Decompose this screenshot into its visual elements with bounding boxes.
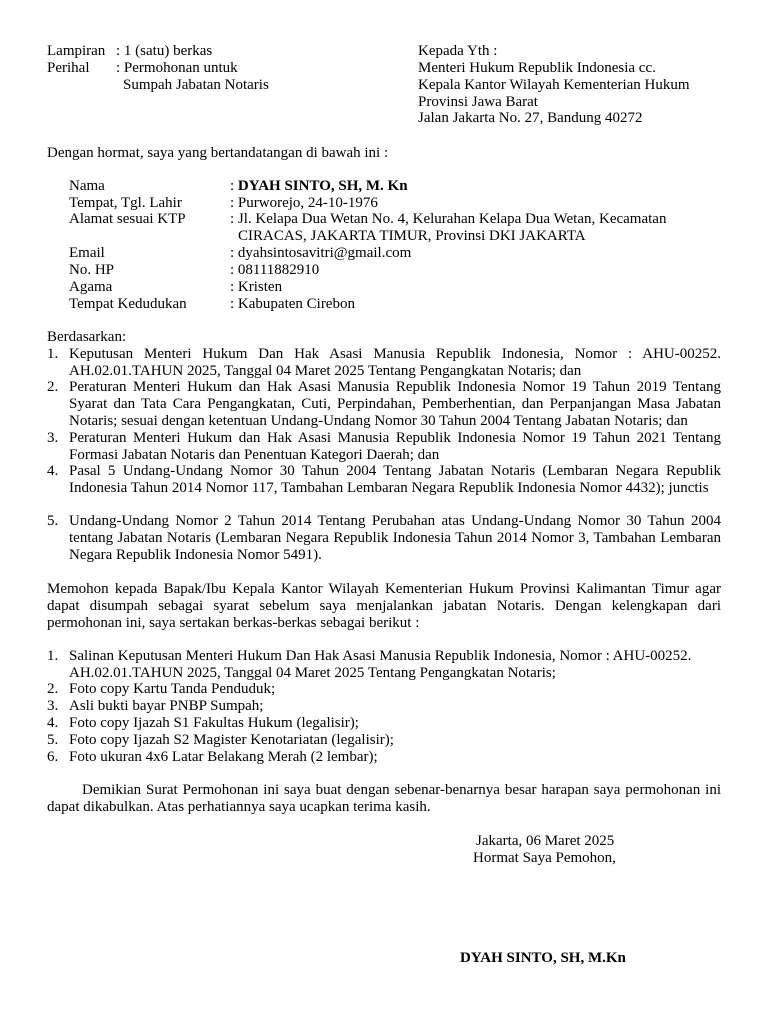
list-number: 1. bbox=[47, 346, 59, 362]
list-number: 2. bbox=[47, 379, 59, 395]
signature-name: DYAH SINTO, SH, M.Kn bbox=[460, 950, 626, 966]
perihal-value: : Permohonan untuk bbox=[116, 60, 238, 76]
perihal-label: Perihal bbox=[47, 60, 90, 76]
agama-value: : Kristen bbox=[230, 279, 283, 295]
kedudukan-value: : Kabupaten Cirebon bbox=[230, 296, 355, 312]
salutation: Dengan hormat, saya yang bertandatangan di bawah ini : bbox=[47, 145, 389, 161]
perihal-value-line2: Sumpah Jabatan Notaris bbox=[123, 77, 269, 93]
lampiran-label: Lampiran bbox=[47, 43, 106, 59]
basis-item bbox=[47, 430, 721, 464]
list-number: 2. bbox=[47, 681, 59, 697]
nama-value bbox=[230, 178, 408, 195]
attachment-item bbox=[47, 732, 721, 749]
list-number: 3. bbox=[47, 430, 59, 446]
nama-colon: : bbox=[230, 178, 238, 194]
recipient-line: Jalan Jakarta No. 27, Bandung 40272 bbox=[418, 110, 643, 126]
list-text: Peraturan Menteri Hukum dan Hak Asasi Manusia Republik Indonesia Nomor 19 Tahun 2021 Tentang Formasi Jabatan Notaris dan Penentuan Kategori Daerah; dan bbox=[69, 430, 721, 463]
list-number: 3. bbox=[47, 698, 59, 714]
request-paragraph: Memohon kepada Bapak/Ibu Kepala Kantor Wilayah Kementerian Hukum Provinsi Kalimantan Timur agar dapat disumpah sebagai syarat sebelum saya menjalankan jabatan Notaris. Dengan kelengkapan dari permohonan ini, saya sertakan berkas-berkas sebagai berikut : bbox=[47, 581, 721, 631]
ttl-value: : Purworejo, 24-10-1976 bbox=[230, 195, 378, 211]
agama-label: Agama bbox=[69, 279, 113, 295]
attachment-item bbox=[47, 749, 721, 766]
basis-item bbox=[47, 513, 721, 564]
attachment-item bbox=[47, 715, 721, 732]
recipient-line: Menteri Hukum Republik Indonesia cc. bbox=[418, 60, 656, 76]
list-text: Undang-Undang Nomor 2 Tahun 2014 Tentang Perubahan atas Undang-Undang Nomor 30 Tahun 2004 tentang Jabatan Notaris (Lembaran Negara Republik Indonesia Tahun 2014 Nomor 3, Tambahan Lembaran Negara Republik Indonesia Nomor 5491). bbox=[69, 513, 721, 563]
nama-label: Nama bbox=[69, 178, 105, 194]
list-number: 1. bbox=[47, 648, 59, 664]
list-text: Foto copy Kartu Tanda Penduduk; bbox=[69, 681, 276, 697]
attachment-item bbox=[47, 648, 721, 682]
lampiran-value: : 1 (satu) berkas bbox=[116, 43, 213, 59]
list-text-line2: AH.02.01.TAHUN 2025, Tanggal 04 Maret 2025 Tentang Pengangkatan Notaris; bbox=[69, 665, 556, 681]
signature-greeting: Hormat Saya Pemohon, bbox=[473, 850, 616, 866]
list-text: Foto ukuran 4x6 Latar Belakang Merah (2 lembar); bbox=[69, 749, 378, 765]
basis-item bbox=[47, 463, 721, 497]
recipient-line: Kepada Yth : bbox=[418, 43, 498, 59]
list-number: 5. bbox=[47, 732, 59, 748]
attachment-item bbox=[47, 681, 721, 698]
attachment-item bbox=[47, 698, 721, 715]
ttl-label: Tempat, Tgl. Lahir bbox=[69, 195, 182, 211]
list-text: Keputusan Menteri Hukum Dan Hak Asasi Manusia Republik Indonesia, Nomor : AHU-00252. AH.02.01.TAHUN 2025, Tanggal 04 Maret 2025 Tentang Pengangkatan Notaris; dan bbox=[69, 346, 721, 379]
closing-paragraph: Demikian Surat Permohonan ini saya buat dengan sebenar-benarnya besar harapan saya permohonan ini dapat dikabulkan. Atas perhatiannya saya ucapkan terima kasih. bbox=[47, 782, 721, 815]
nama-text: DYAH SINTO, SH, M. Kn bbox=[237, 178, 408, 194]
alamat-label: Alamat sesuai KTP bbox=[69, 211, 186, 227]
list-number: 5. bbox=[47, 513, 59, 529]
basis-heading: Berdasarkan: bbox=[47, 329, 127, 345]
recipient-line: Kepala Kantor Wilayah Kementerian Hukum bbox=[418, 77, 690, 93]
place-date: Jakarta, 06 Maret 2025 bbox=[476, 833, 615, 849]
list-text: Foto copy Ijazah S2 Magister Kenotariatan (legalisir); bbox=[69, 732, 394, 748]
recipient-line: Provinsi Jawa Barat bbox=[418, 94, 538, 110]
email-value: : dyahsintosavitri@gmail.com bbox=[230, 245, 412, 261]
list-text: Asli bukti bayar PNBP Sumpah; bbox=[69, 698, 264, 714]
hp-label: No. HP bbox=[69, 262, 115, 278]
hp-value: : 08111882910 bbox=[230, 262, 320, 278]
list-text: Pasal 5 Undang-Undang Nomor 30 Tahun 2004 Tentang Jabatan Notaris (Lembaran Negara Republik Indonesia Tahun 2014 Nomor 117, Tambahan Lembaran Negara Republik Indonesia Nomor 4432); junctis bbox=[69, 463, 721, 496]
alamat-value-line2: CIRACAS, JAKARTA TIMUR, Provinsi DKI JAKARTA bbox=[238, 228, 586, 244]
email-label: Email bbox=[69, 245, 105, 261]
list-number: 4. bbox=[47, 715, 59, 731]
basis-item bbox=[47, 379, 721, 430]
list-text: Peraturan Menteri Hukum dan Hak Asasi Manusia Republik Indonesia Nomor 19 Tahun 2019 Tentang Syarat dan Tata Cara Pengangkatan, Cuti, Perpindahan, Pemberhentian, dan Perpanjangan Masa Jabatan Notaris; sesuai dengan ketentuan Undang-Undang Nomor 30 Tahun 2004 Tentang Jabatan Notaris; dan bbox=[69, 379, 721, 429]
list-number: 4. bbox=[47, 463, 59, 479]
list-text: Salinan Keputusan Menteri Hukum Dan Hak Asasi Manusia Republik Indonesia, Nomor : AHU-00252. bbox=[69, 648, 692, 664]
list-number: 6. bbox=[47, 749, 59, 765]
list-text: Foto copy Ijazah S1 Fakultas Hukum (legalisir); bbox=[69, 715, 359, 731]
kedudukan-label: Tempat Kedudukan bbox=[69, 296, 187, 312]
alamat-value: : Jl. Kelapa Dua Wetan No. 4, Kelurahan Kelapa Dua Wetan, Kecamatan bbox=[230, 211, 667, 227]
basis-item bbox=[47, 346, 721, 380]
